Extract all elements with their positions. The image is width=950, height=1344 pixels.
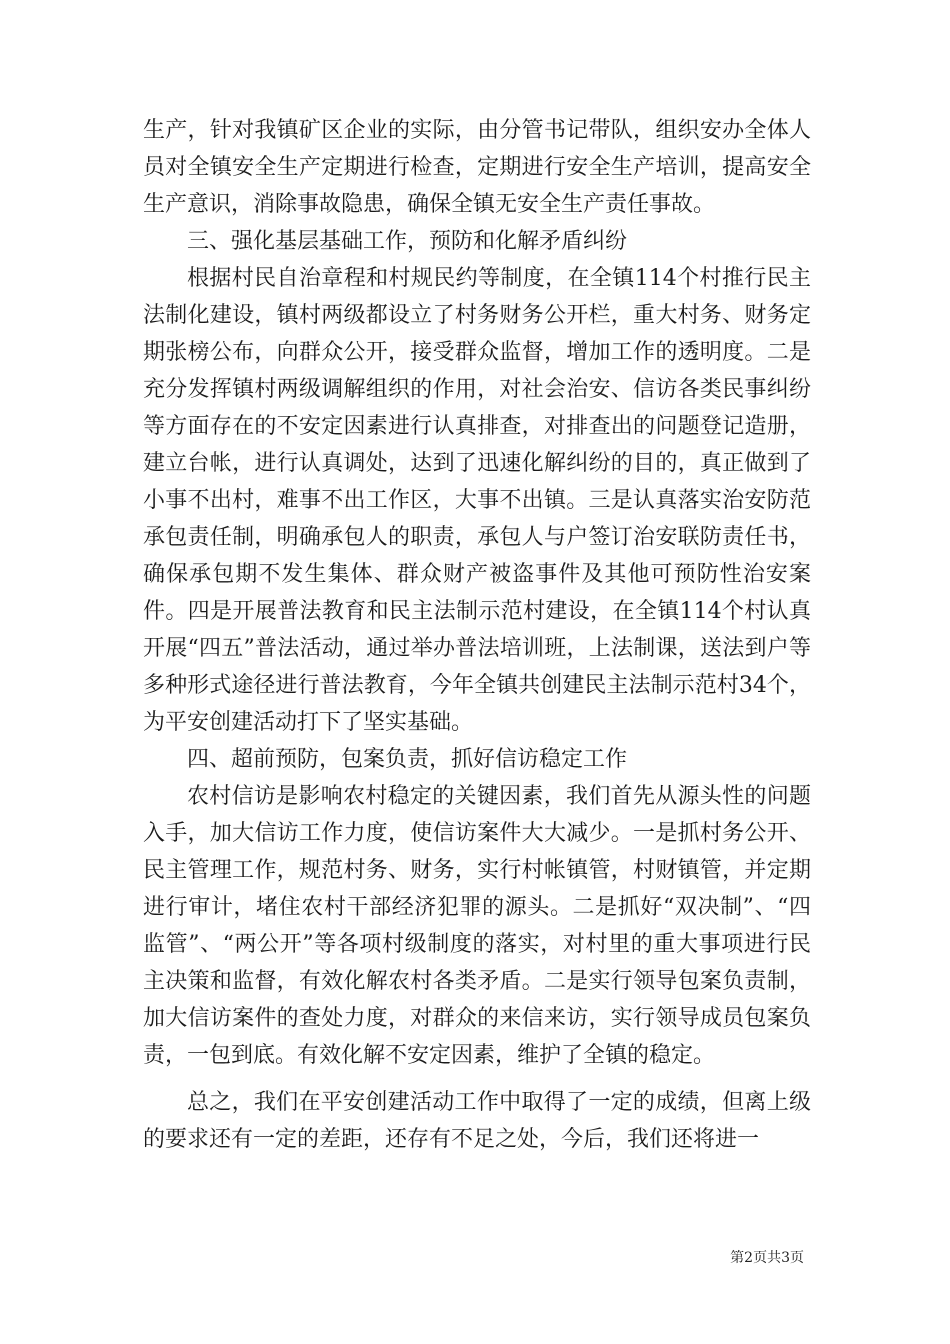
document-body <box>143 112 811 1158</box>
paragraph-continuation: 生产，针对我镇矿区企业的实际，由分管书记带队，组织安办全体人员对全镇安全生产定期进行检查，定期进行安全生产培训，提高安全生产意识，消除事故隐患，确保全镇无安全生产责任事故。 <box>143 118 811 217</box>
paragraph-petition-work: 农村信访是影响农村稳定的关键因素，我们首先从源头性的问题入手，加大信访工作力度，使信访案件大大减少。一是抓村务公开、民主管理工作，规范村务、财务，实行村帐镇管，村财镇管，并定期进行审计，堵住农村干部经济犯罪的源头。二是抓好“双决制”、“四监管”、“两公开”等各项村级制度的落实，对村里的重大事项进行民主决策和监督，有效化解农村各类矛盾。二是实行领导包案负责制，加大信访案件的查处力度，对群众的来信来访，实行领导成员包案负责，一包到底。有效化解不安定因素，维护了全镇的稳定。 <box>143 784 811 1068</box>
section-heading-three: 三、强化基层基础工作，预防和化解矛盾纠纷 <box>187 229 628 254</box>
paragraph-grassroots-work: 根据村民自治章程和村规民约等制度，在全镇114个村推行民主法制化建设，镇村两级都设立了村务财务公开栏，重大村务、财务定期张榜公布，向群众公开，接受群众监督，增加工作的透明度。二是充分发挥镇村两级调解组织的作用，对社会治安、信访各类民事纠纷等方面存在的不安定因素进行认真排查，对排查出的问题登记造册，建立台帐，进行认真调处，达到了迅速化解纠纷的目的，真正做到了小事不出村，难事不出工作区，大事不出镇。三是认真落实治安防范承包责任制，明确承包人的职责，承包人与户签订治安联防责任书，确保承包期不发生集体、群众财产被盗事件及其他可预防性治安案件。四是开展普法教育和民主法制示范村建设，在全镇114个村认真开展“四五”普法活动，通过举办普法培训班，上法制课，送法到户等多种形式途径进行普法教育，今年全镇共创建民主法制示范村34个，为平安创建活动打下了坚实基础。 <box>143 266 811 735</box>
page-number: 第2页共3页 <box>730 1250 804 1266</box>
paragraph-summary: 总之，我们在平安创建活动工作中取得了一定的成绩，但离上级的要求还有一定的差距，还存有不足之处，今后，我们还将进一 <box>143 1090 811 1152</box>
section-heading-four: 四、超前预防，包案负责，抓好信访稳定工作 <box>187 747 628 772</box>
